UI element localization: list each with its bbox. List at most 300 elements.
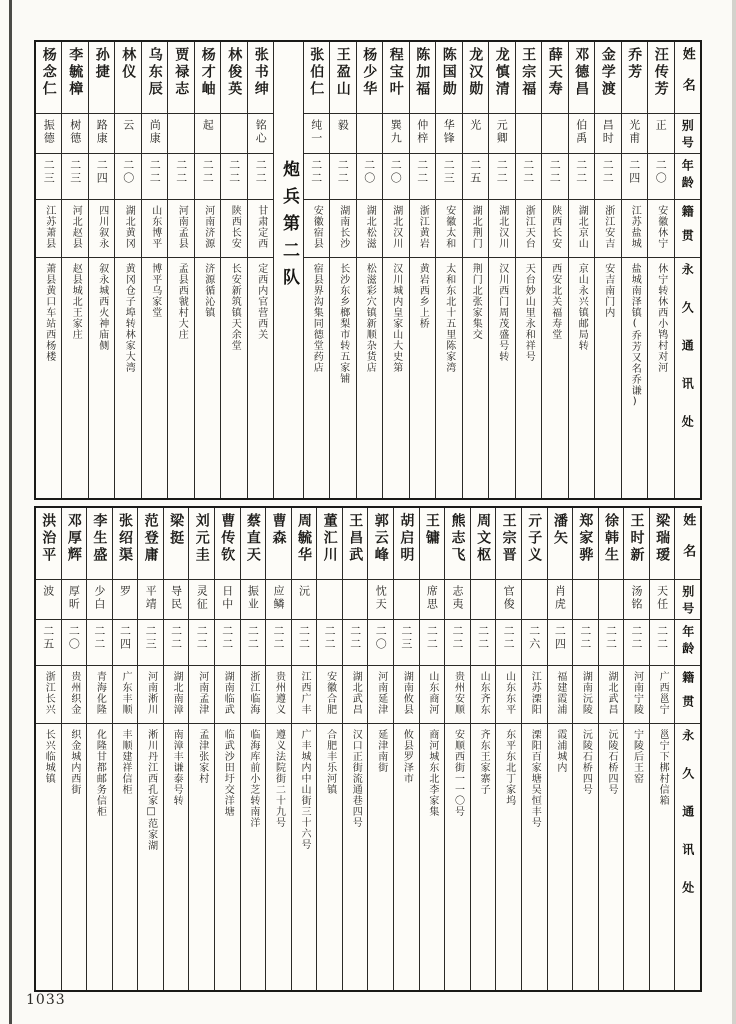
- entry-address: [304, 258, 330, 498]
- entry-alias-text: 导民: [169, 585, 183, 611]
- entry-alias-text: 天任: [655, 585, 669, 611]
- entry-alias: [471, 580, 496, 620]
- entry-alias-text: 肖虎: [553, 585, 567, 611]
- entry-name-text: 范登庸: [142, 513, 159, 564]
- entry-alias-text: 厚昕: [67, 585, 81, 611]
- entry-address: [292, 724, 317, 990]
- entry-address-text: 休宁转休西小鸨村对河: [655, 263, 667, 373]
- entry-address: [463, 258, 489, 498]
- entry-address-text: 宁陵后王窑: [631, 729, 643, 784]
- header-age-label: [675, 620, 700, 666]
- entry-address-text: 太和东北十五里陈家湾: [443, 263, 455, 373]
- entry-age: [357, 154, 383, 200]
- entry-column: [303, 42, 330, 498]
- entry-alias: [215, 580, 240, 620]
- entry-native-place: [317, 666, 342, 724]
- entry-name: [304, 42, 330, 114]
- entry-alias-text: 平靖: [144, 585, 158, 611]
- entry-age-text: 二二: [323, 625, 337, 651]
- header-name-label: [675, 42, 701, 114]
- entry-native-place: [650, 666, 675, 724]
- entry-alias-text: 尚康: [148, 119, 162, 145]
- entry-name: [516, 42, 542, 114]
- entry-address: [115, 258, 141, 498]
- entry-age-text: 二三: [442, 159, 456, 185]
- entry-name: [357, 42, 383, 114]
- entry-alias: [248, 114, 274, 154]
- entry-native-place: [36, 200, 62, 258]
- entry-name-text: 张书绅: [252, 47, 269, 98]
- header-address-label-text: 永久通讯处: [680, 729, 695, 919]
- entry-native-place-text: 湖南长沙: [337, 205, 349, 249]
- entry-address: [516, 258, 542, 498]
- entry-native-place-text: 安徽休宁: [655, 205, 667, 249]
- entry-address-text: 汉川西门周茂盛号转: [496, 263, 508, 362]
- entry-column: [547, 508, 573, 990]
- entry-alias: [89, 114, 115, 154]
- entry-name-text: 蔡直天: [244, 513, 261, 564]
- entry-address-text: 邕宁下梆村信箱: [657, 729, 669, 806]
- entry-address-text: 织金城内西街: [68, 729, 80, 795]
- entry-age-text: 二二: [201, 159, 215, 185]
- entry-column: [572, 508, 598, 990]
- entry-alias: [36, 580, 61, 620]
- entry-native-place-text: 甘肃定西: [255, 205, 267, 249]
- entry-address-text: 丰顺建祥信柜: [119, 729, 131, 795]
- entry-alias: [595, 114, 621, 154]
- entry-age: [599, 620, 624, 666]
- entry-native-place-text: 湖北黄冈: [123, 205, 135, 249]
- entry-column: [521, 508, 547, 990]
- entry-native-place: [142, 200, 168, 258]
- entry-address-text: 汉口正街流通巷四号: [350, 729, 362, 828]
- entry-address-text: 安吉南门内: [602, 263, 614, 318]
- page-number: 1033: [26, 992, 66, 1008]
- entry-address: [330, 258, 356, 498]
- entry-name-text: 郭云峰: [372, 513, 389, 564]
- entry-age: [221, 154, 247, 200]
- entry-column: [36, 508, 61, 990]
- entry-name-text: 李毓樟: [67, 47, 84, 98]
- entry-alias: [343, 580, 368, 620]
- header-name-label-text: 姓名: [680, 513, 696, 575]
- entry-alias-text: 罗: [118, 585, 132, 598]
- entry-name: [471, 508, 496, 580]
- entry-alias: [266, 580, 291, 620]
- entry-age-text: 二四: [627, 159, 641, 185]
- entry-address: [471, 724, 496, 990]
- entry-native-place: [648, 200, 674, 258]
- entry-name-text: 洪治平: [40, 513, 57, 564]
- entry-alias-text: 应鳞: [271, 585, 285, 611]
- header-native-label-text: 籍贯: [680, 205, 695, 253]
- entry-age-text: 二二: [271, 625, 285, 651]
- entry-alias-text: 志夷: [451, 585, 464, 611]
- entry-name-text: 金学渡: [599, 47, 616, 98]
- entry-alias: [410, 114, 436, 154]
- entry-name: [436, 42, 462, 114]
- entry-age-text: 二二: [655, 625, 669, 651]
- entry-column: [356, 42, 383, 498]
- entry-age: [115, 154, 141, 200]
- entry-address-text: 攸县罗泽市: [401, 729, 413, 784]
- entry-native-place: [113, 666, 138, 724]
- entry-address-text: 萧县黄口车站西杨楼: [43, 263, 55, 362]
- entry-age: [624, 620, 649, 666]
- entry-alias: [624, 580, 649, 620]
- entry-alias-text: 沅: [297, 585, 311, 598]
- header-native-label: [675, 200, 701, 258]
- entry-name-text: 张绍渠: [116, 513, 133, 564]
- entry-column: [86, 508, 112, 990]
- entry-age-text: 二二: [336, 159, 350, 185]
- entry-native-place: [624, 666, 649, 724]
- entry-column: [88, 42, 115, 498]
- entry-age-text: 二四: [95, 159, 109, 185]
- entry-native-place: [471, 666, 496, 724]
- entry-address-text: 长沙东乡榔梨市转五家铺: [337, 263, 349, 384]
- entry-column: [419, 508, 445, 990]
- entry-native-place: [368, 666, 393, 724]
- entry-alias-text: 铭心: [254, 119, 268, 145]
- entry-age: [248, 154, 274, 200]
- entry-address: [436, 258, 462, 498]
- section-divider-title: 炮兵第二队: [278, 160, 299, 295]
- entry-native-place-text: 福建霞浦: [554, 671, 566, 715]
- entry-alias-text: 波: [41, 585, 55, 598]
- entry-column: [409, 42, 436, 498]
- header-alias-label-text: 别号: [680, 585, 695, 619]
- entry-age: [394, 620, 419, 666]
- entry-column: [382, 42, 409, 498]
- header-native-label: [675, 666, 700, 724]
- entry-native-place: [62, 666, 87, 724]
- entry-address-text: 宿县界沟集同德堂药店: [311, 263, 323, 373]
- entry-native-place-text: 河南延津: [375, 671, 387, 715]
- entry-address-text: 延津南街: [375, 729, 387, 773]
- entry-age-text: 二二: [425, 625, 439, 651]
- entry-address: [142, 258, 168, 498]
- entry-age: [622, 154, 648, 200]
- entry-address-text: 溧阳百家塘吴恒丰号: [529, 729, 541, 828]
- entry-native-place: [115, 200, 141, 258]
- entry-age: [113, 620, 138, 666]
- entry-name-text: 梁挺: [168, 513, 185, 547]
- entry-age: [62, 620, 87, 666]
- entry-alias: [164, 580, 189, 620]
- entry-native-place: [304, 200, 330, 258]
- entry-address-text: 商河城东北李家集: [426, 729, 438, 817]
- entry-name: [292, 508, 317, 580]
- entry-address-text: 齐东王家寨子: [478, 729, 490, 795]
- entry-name: [89, 42, 115, 114]
- entry-alias: [496, 580, 521, 620]
- entry-native-place-text: 湖北汉川: [496, 205, 508, 249]
- entry-name-text: 郑家骅: [577, 513, 594, 564]
- entry-column: [61, 508, 87, 990]
- entry-address-text: 广丰城内中山街三十六号: [299, 729, 311, 850]
- entry-alias: [420, 580, 445, 620]
- entry-name: [189, 508, 214, 580]
- entry-alias: [62, 114, 88, 154]
- entry-alias-text: 巽九: [389, 119, 403, 145]
- entry-column: [61, 42, 88, 498]
- entry-age: [595, 154, 621, 200]
- entry-native-place-text: 山东商河: [426, 671, 438, 715]
- entry-name-text: 周文枢: [475, 513, 492, 564]
- entry-address-text: 遵义法院街二十九号: [273, 729, 285, 828]
- entry-address: [522, 724, 547, 990]
- entry-native-place: [394, 666, 419, 724]
- entry-address: [36, 724, 61, 990]
- entry-age-text: 二二: [220, 625, 234, 651]
- header-name-label-text: 姓名: [679, 47, 695, 109]
- entry-column: [220, 42, 247, 498]
- entry-native-place-text: 陕西长安: [229, 205, 241, 249]
- entry-native-place: [189, 666, 214, 724]
- entry-name-text: 乔芳: [626, 47, 643, 81]
- entry-column: [188, 508, 214, 990]
- entry-native-place: [266, 666, 291, 724]
- entry-column: [435, 42, 462, 498]
- entry-native-place-text: 安徽太和: [443, 205, 455, 249]
- entry-native-place-text: 江苏萧县: [43, 205, 55, 249]
- entry-address: [569, 258, 595, 498]
- entry-native-place: [516, 200, 542, 258]
- entry-age-text: 二二: [502, 625, 516, 651]
- entry-native-place: [248, 200, 274, 258]
- entry-age-text: 二三: [42, 159, 56, 185]
- entry-address-text: 京山永兴镇邮局转: [576, 263, 588, 351]
- entry-address: [113, 724, 138, 990]
- entry-alias: [516, 114, 542, 154]
- header-name-label: [675, 508, 700, 580]
- entry-age: [548, 620, 573, 666]
- entry-alias: [189, 580, 214, 620]
- entry-alias: [62, 580, 87, 620]
- entry-column: [598, 508, 624, 990]
- entry-alias-text: 振业: [246, 585, 260, 611]
- entry-column: [342, 508, 368, 990]
- entry-address-text: 汉川城内皇家山大史第: [390, 263, 402, 373]
- entry-native-place: [436, 200, 462, 258]
- entry-address-text: 南漳丰谦泰号转: [171, 729, 183, 806]
- entry-native-place: [569, 200, 595, 258]
- entry-age-text: 二三: [68, 159, 82, 185]
- entry-address: [410, 258, 436, 498]
- entry-name: [115, 42, 141, 114]
- entry-name-text: 周毓华: [296, 513, 313, 564]
- entry-name-text: 王时新: [628, 513, 645, 564]
- entry-name: [62, 42, 88, 114]
- entry-name: [496, 508, 521, 580]
- entry-native-place-text: 江苏溧阳: [529, 671, 541, 715]
- entry-age: [87, 620, 112, 666]
- header-address-label: [675, 258, 701, 498]
- entry-alias: [445, 580, 470, 620]
- entry-alias: [622, 114, 648, 154]
- entry-name-text: 亓子义: [526, 513, 543, 564]
- entry-name: [343, 508, 368, 580]
- entry-age: [368, 620, 393, 666]
- entry-age: [463, 154, 489, 200]
- entry-age: [142, 154, 168, 200]
- entry-age: [471, 620, 496, 666]
- entry-alias-text: 忱天: [374, 585, 388, 611]
- entry-name: [368, 508, 393, 580]
- entry-alias-text: 正: [654, 119, 668, 132]
- entry-native-place: [420, 666, 445, 724]
- entry-address-text: 淅川丹江西孔家□范家湖: [145, 729, 157, 851]
- entry-name: [195, 42, 221, 114]
- entry-name-text: 王宗福: [520, 47, 537, 98]
- entry-native-place-text: 湖北汉川: [390, 205, 402, 249]
- entry-native-place: [330, 200, 356, 258]
- entry-column: [316, 508, 342, 990]
- roster-table-top: [34, 40, 702, 500]
- header-column: [674, 508, 700, 990]
- entry-age: [195, 154, 221, 200]
- entry-age: [522, 620, 547, 666]
- entry-age: [266, 620, 291, 666]
- entry-column: [137, 508, 163, 990]
- entry-age: [445, 620, 470, 666]
- entry-name-text: 杨念仁: [40, 47, 57, 98]
- entry-name-text: 龙慎清: [493, 47, 510, 98]
- entry-name: [595, 42, 621, 114]
- entry-address: [648, 258, 674, 498]
- entry-name: [410, 42, 436, 114]
- entry-alias: [357, 114, 383, 154]
- entry-native-place-text: 山东齐东: [478, 671, 490, 715]
- entry-native-place-text: 安徽合肥: [324, 671, 336, 715]
- entry-native-place-text: 广东丰顺: [119, 671, 131, 715]
- entry-alias-text: 振德: [42, 119, 56, 145]
- entry-age-text: 二二: [92, 625, 106, 651]
- entry-column: [488, 42, 515, 498]
- entry-address-text: 天台妙山里永和祥号: [523, 263, 535, 362]
- entry-native-place-text: 四川叙永: [96, 205, 108, 249]
- entry-name: [215, 508, 240, 580]
- entry-age: [36, 154, 62, 200]
- header-age-label-text: 年龄: [680, 159, 695, 193]
- entry-column: [594, 42, 621, 498]
- entry-native-place: [292, 666, 317, 724]
- entry-age-text: 二二: [246, 625, 260, 651]
- entry-column: [112, 508, 138, 990]
- entry-alias: [330, 114, 356, 154]
- entry-address: [62, 724, 87, 990]
- entry-native-place: [548, 666, 573, 724]
- entry-age: [648, 154, 674, 200]
- entry-alias-text: 纯一: [309, 119, 323, 145]
- entry-age-text: 二二: [601, 159, 615, 185]
- entry-alias: [573, 580, 598, 620]
- entry-native-place: [445, 666, 470, 724]
- entry-name-text: 汪传芳: [652, 47, 669, 98]
- entry-age-text: 二二: [415, 159, 429, 185]
- entry-name-text: 王盈山: [334, 47, 351, 98]
- entry-name: [622, 42, 648, 114]
- entry-native-place: [62, 200, 88, 258]
- entry-native-place-text: 浙江黄岩: [417, 205, 429, 249]
- entry-alias: [304, 114, 330, 154]
- entry-address-text: 化隆甘都邮务信柜: [94, 729, 106, 817]
- entry-alias: [221, 114, 247, 154]
- entry-column: [36, 42, 62, 498]
- entry-column: [167, 42, 194, 498]
- entry-address-text: 孟津张家村: [196, 729, 208, 784]
- entry-age: [292, 620, 317, 666]
- header-age-label: [675, 154, 701, 200]
- entry-address-text: 东平东北丁家坞: [503, 729, 515, 806]
- entry-name: [548, 508, 573, 580]
- entry-alias: [195, 114, 221, 154]
- entry-address: [195, 258, 221, 498]
- entry-name: [266, 508, 291, 580]
- entry-age: [62, 154, 88, 200]
- entry-alias: [542, 114, 568, 154]
- entry-address: [496, 724, 521, 990]
- header-alias-label: [675, 114, 701, 154]
- entry-native-place: [343, 666, 368, 724]
- entry-address: [650, 724, 675, 990]
- entry-column: [647, 42, 674, 498]
- entry-address-text: 孟县西虢村大庄: [176, 263, 188, 340]
- entry-alias-text: 席思: [425, 585, 439, 611]
- entry-name: [36, 508, 61, 580]
- entry-native-place-text: 湖北武昌: [605, 671, 617, 715]
- entry-native-place-text: 湖北南漳: [171, 671, 183, 715]
- entry-age-text: 二二: [495, 159, 509, 185]
- entry-address: [343, 724, 368, 990]
- entry-name-text: 程宝叶: [387, 47, 404, 98]
- entry-native-place-text: 湖南临武: [222, 671, 234, 715]
- entry-column: [291, 508, 317, 990]
- entry-native-place-text: 河南淅川: [145, 671, 157, 715]
- entry-age-text: 二二: [174, 159, 188, 185]
- entry-alias-text: 少白: [92, 585, 106, 611]
- entry-address-text: 黄冈仓子埠转林家大湾: [123, 263, 135, 373]
- entry-name: [330, 42, 356, 114]
- entry-native-place-text: 河南宁陵: [631, 671, 643, 715]
- entry-native-place-text: 河南孟县: [176, 205, 188, 249]
- entry-alias: [489, 114, 515, 154]
- entry-alias-text: 伯禹: [574, 119, 588, 145]
- header-alias-label-text: 别号: [680, 119, 695, 153]
- entry-address: [595, 258, 621, 498]
- entry-native-place-text: 浙江临海: [247, 671, 259, 715]
- entry-native-place-text: 湖北京山: [576, 205, 588, 249]
- entry-native-place-text: 湖北荆门: [470, 205, 482, 249]
- entry-age-text: 二二: [548, 159, 562, 185]
- entry-age-text: 二六: [527, 625, 541, 651]
- entry-address-text: 黄岩西乡上桥: [417, 263, 429, 329]
- entry-address-text: 安顺西街一一〇号: [452, 729, 464, 817]
- entry-age-text: 二四: [118, 625, 132, 651]
- entry-native-place-text: 青海化隆: [94, 671, 106, 715]
- entry-age: [330, 154, 356, 200]
- entry-column: [495, 508, 521, 990]
- entry-alias: [436, 114, 462, 154]
- entry-alias: [115, 114, 141, 154]
- entry-name-text: 陈加福: [414, 47, 431, 98]
- entry-name-text: 潘矢: [551, 513, 568, 547]
- entry-native-place-text: 贵州遵义: [273, 671, 285, 715]
- entry-address-text: 沅陵石桥四号: [605, 729, 617, 795]
- entry-age-text: 二二: [574, 159, 588, 185]
- entry-age-text: 二二: [297, 625, 311, 651]
